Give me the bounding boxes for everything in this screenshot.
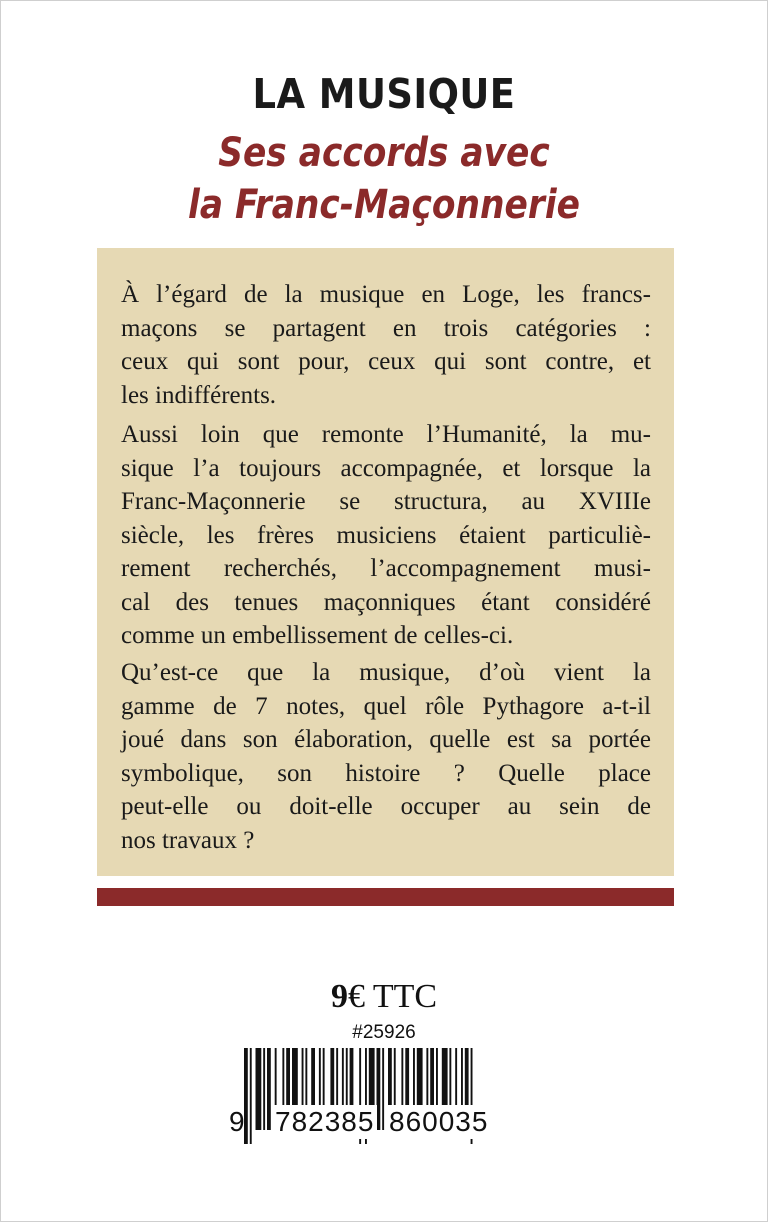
blurb-box <box>97 248 674 876</box>
barcode-digits-right: 860035 <box>386 1105 491 1139</box>
blurb-line: gamme de 7 notes, quel rôle Pythagore a-t-il <box>121 692 651 720</box>
divider-bar <box>97 888 674 906</box>
blurb-line: peut-elle ou doit-elle occuper au sein de <box>121 793 651 820</box>
book-subtitle-line-2: la Franc-Maçonnerie <box>188 182 580 228</box>
barcode-bar <box>250 1048 252 1144</box>
blurb-paragraph-2 <box>121 418 651 653</box>
blurb-line: sique l’a toujours accompagnée, et lorsque la <box>121 454 651 482</box>
barcode-bar <box>256 1048 262 1130</box>
price <box>0 978 768 1016</box>
blurb-line: les indifférents. <box>121 381 277 409</box>
barcode-bar <box>267 1048 271 1130</box>
barcode-digit-prefix: 9 <box>229 1106 245 1137</box>
blurb-line: Aussi loin que remonte l’Humanité, la mu- <box>121 421 651 448</box>
reference-number: #25926 <box>352 1022 416 1043</box>
blurb-line: Qu’est-ce que la musique, d’où vient la <box>121 659 651 686</box>
price-suffix: € TTC <box>347 978 438 1015</box>
barcode-bar <box>382 1048 384 1130</box>
barcode-digits-left: 782385 <box>272 1105 377 1139</box>
blurb-line: siècle, les frères musiciens étaient particuliè- <box>121 521 651 549</box>
blurb-line: nos travaux ? <box>121 826 255 854</box>
blurb-line: rement recherchés, l’accompagnement musi- <box>121 555 651 582</box>
book-subtitle-line-1: Ses accords avec <box>218 130 550 176</box>
blurb-line: maçons se partagent en trois catégories : <box>121 314 651 342</box>
blurb-line: cal des tenues maçonniques étant considéré <box>121 588 651 616</box>
blurb-line: ceux qui sont pour, ceux qui sont contre, et <box>121 348 651 375</box>
blurb-line: À l’égard de la musique en Loge, les francs- <box>121 281 651 308</box>
blurb-paragraph-3 <box>121 656 651 857</box>
blurb-line: comme un embellissement de celles-ci. <box>121 622 514 649</box>
price-number: 9 <box>330 978 348 1015</box>
book-title: LA MUSIQUE <box>252 70 516 118</box>
blurb-line: Franc-Maçonnerie se structura, au XVIIIe <box>121 488 651 515</box>
blurb-line: joué dans son élaboration, quelle est sa portée <box>121 726 651 753</box>
barcode-bar <box>263 1048 265 1130</box>
blurb-line: symbolique, son histoire ? Quelle place <box>121 759 651 787</box>
blurb-paragraph-1 <box>121 278 651 412</box>
